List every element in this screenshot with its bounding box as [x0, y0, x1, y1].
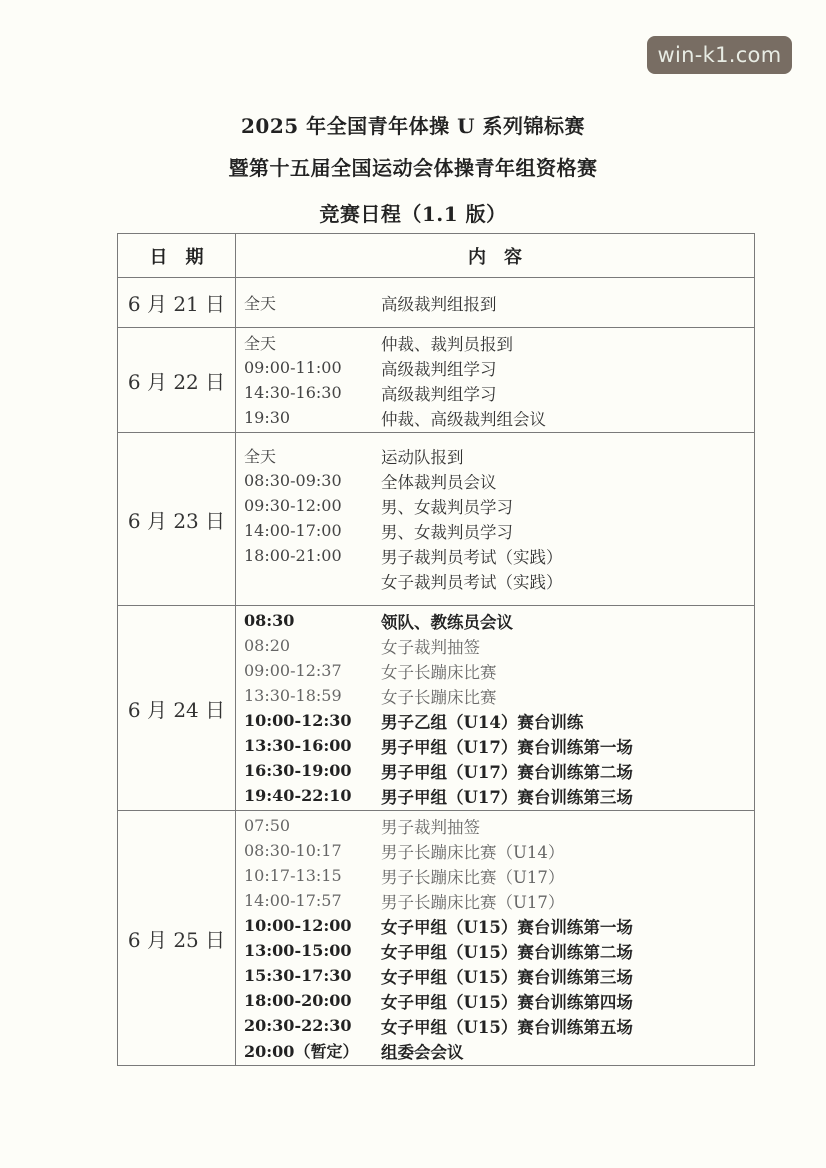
header-date: 日 期	[118, 234, 236, 278]
item-time: 全天	[244, 334, 277, 353]
item-desc: 女子甲组（U15）赛台训练第二场	[381, 942, 633, 962]
item-desc: 女子裁判抽签	[381, 637, 480, 657]
table-row	[118, 278, 755, 328]
content-cell	[236, 278, 755, 328]
item-desc: 男子甲组（U17）赛台训练第一场	[381, 737, 633, 757]
schedule-item	[244, 758, 754, 783]
schedule-item	[244, 543, 754, 568]
item-time: 13:30-18:59	[244, 686, 342, 705]
content-cell	[236, 328, 755, 433]
schedule-item	[244, 838, 754, 863]
item-time: 18:00-20:00	[244, 991, 352, 1010]
item-time: 08:30	[244, 611, 295, 630]
content-cell	[236, 811, 755, 1066]
content-cell	[236, 606, 755, 811]
document-subtitle: 暨第十五届全国运动会体操青年组资格赛	[228, 156, 598, 180]
item-desc: 男子甲组（U17）赛台训练第三场	[381, 787, 633, 807]
item-desc: 组委会会议	[381, 1042, 464, 1062]
date-cell: 6 月 25 日	[118, 811, 236, 1066]
schedule-item	[244, 633, 754, 658]
schedule-item	[244, 443, 754, 468]
schedule-item	[244, 963, 754, 988]
item-desc: 全体裁判员会议	[381, 472, 497, 492]
item-time: 09:30-12:00	[244, 496, 342, 515]
item-desc: 高级裁判组学习	[381, 359, 497, 379]
item-time: 19:40-22:10	[244, 786, 352, 805]
schedule-item	[244, 518, 754, 543]
item-time: 09:00-11:00	[244, 358, 342, 377]
item-desc: 女子甲组（U15）赛台训练第三场	[381, 967, 633, 987]
schedule-item	[244, 733, 754, 758]
schedule-item	[244, 863, 754, 888]
table-row	[118, 811, 755, 1066]
item-desc: 仲裁、高级裁判组会议	[381, 409, 546, 429]
item-time: 07:50	[244, 816, 291, 835]
date-cell: 6 月 22 日	[118, 328, 236, 433]
content-cell	[236, 433, 755, 606]
item-desc: 运动队报到	[381, 447, 464, 467]
item-desc: 女子甲组（U15）赛台训练第一场	[381, 917, 633, 937]
item-time: 08:30-09:30	[244, 471, 342, 490]
date-cell: 6 月 21 日	[118, 278, 236, 328]
item-time: 19:30	[244, 408, 291, 427]
schedule-item	[244, 813, 754, 838]
schedule-item	[244, 1013, 754, 1038]
schedule-item	[244, 405, 754, 430]
item-time: 13:00-15:00	[244, 941, 352, 960]
item-desc: 女子长蹦床比赛	[381, 662, 497, 682]
item-time: 10:00-12:30	[244, 711, 352, 730]
item-time: 16:30-19:00	[244, 761, 352, 780]
watermark-badge: win-k1.com	[647, 36, 792, 74]
item-desc: 女子甲组（U15）赛台训练第四场	[381, 992, 633, 1012]
item-desc: 高级裁判组报到	[381, 294, 497, 314]
item-time: 20:00（暂定）	[244, 1042, 359, 1061]
item-time: 20:30-22:30	[244, 1016, 352, 1035]
schedule-item	[244, 380, 754, 405]
item-desc: 女子长蹦床比赛	[381, 687, 497, 707]
item-desc: 女子裁判员考试（实践）	[381, 572, 563, 592]
schedule-item	[244, 988, 754, 1013]
item-time: 18:00-21:00	[244, 546, 342, 565]
item-desc: 男子甲组（U17）赛台训练第二场	[381, 762, 633, 782]
document-title: 2025 年全国青年体操 U 系列锦标赛	[241, 114, 585, 138]
item-time: 全天	[244, 294, 277, 313]
schedule-item	[244, 938, 754, 963]
item-desc: 仲裁、裁判员报到	[381, 334, 513, 354]
item-time: 14:30-16:30	[244, 383, 342, 402]
schedule-item	[244, 290, 754, 315]
item-time: 08:20	[244, 636, 291, 655]
schedule-item	[244, 888, 754, 913]
schedule-item	[244, 708, 754, 733]
item-desc: 男子长蹦床比赛（U17）	[381, 892, 565, 912]
item-time: 14:00-17:00	[244, 521, 342, 540]
schedule-item	[244, 608, 754, 633]
item-time: 10:00-12:00	[244, 916, 352, 935]
schedule-item	[244, 658, 754, 683]
date-cell: 6 月 23 日	[118, 433, 236, 606]
item-desc: 高级裁判组学习	[381, 384, 497, 404]
table-row	[118, 606, 755, 811]
item-time: 08:30-10:17	[244, 841, 342, 860]
schedule-item	[244, 330, 754, 355]
item-desc: 男、女裁判员学习	[381, 497, 513, 517]
schedule-item	[244, 783, 754, 808]
table-row	[118, 328, 755, 433]
item-desc: 男子乙组（U14）赛台训练	[381, 712, 584, 732]
item-time: 09:00-12:37	[244, 661, 342, 680]
item-time: 15:30-17:30	[244, 966, 352, 985]
schedule-item	[244, 913, 754, 938]
schedule-item	[244, 1038, 754, 1063]
item-desc: 女子甲组（U15）赛台训练第五场	[381, 1017, 633, 1037]
item-desc: 领队、教练员会议	[381, 612, 513, 632]
item-desc: 男子裁判员考试（实践）	[381, 547, 563, 567]
item-time: 14:00-17:57	[244, 891, 342, 910]
item-desc: 男子长蹦床比赛（U17）	[381, 867, 565, 887]
item-desc: 男子裁判抽签	[381, 817, 480, 837]
item-time: 10:17-13:15	[244, 866, 342, 885]
header-content: 内 容	[236, 234, 755, 278]
schedule-version-title: 竞赛日程（1.1 版）	[319, 202, 507, 226]
schedule-table	[117, 233, 755, 1066]
date-cell: 6 月 24 日	[118, 606, 236, 811]
schedule-item	[244, 468, 754, 493]
item-desc: 男、女裁判员学习	[381, 522, 513, 542]
schedule-item	[244, 355, 754, 380]
schedule-item	[244, 493, 754, 518]
schedule-item	[244, 683, 754, 708]
item-desc: 男子长蹦床比赛（U14）	[381, 842, 565, 862]
item-time: 全天	[244, 447, 277, 466]
table-header-row	[118, 234, 755, 278]
schedule-item	[244, 568, 754, 593]
table-row	[118, 433, 755, 606]
item-time: 13:30-16:00	[244, 736, 352, 755]
